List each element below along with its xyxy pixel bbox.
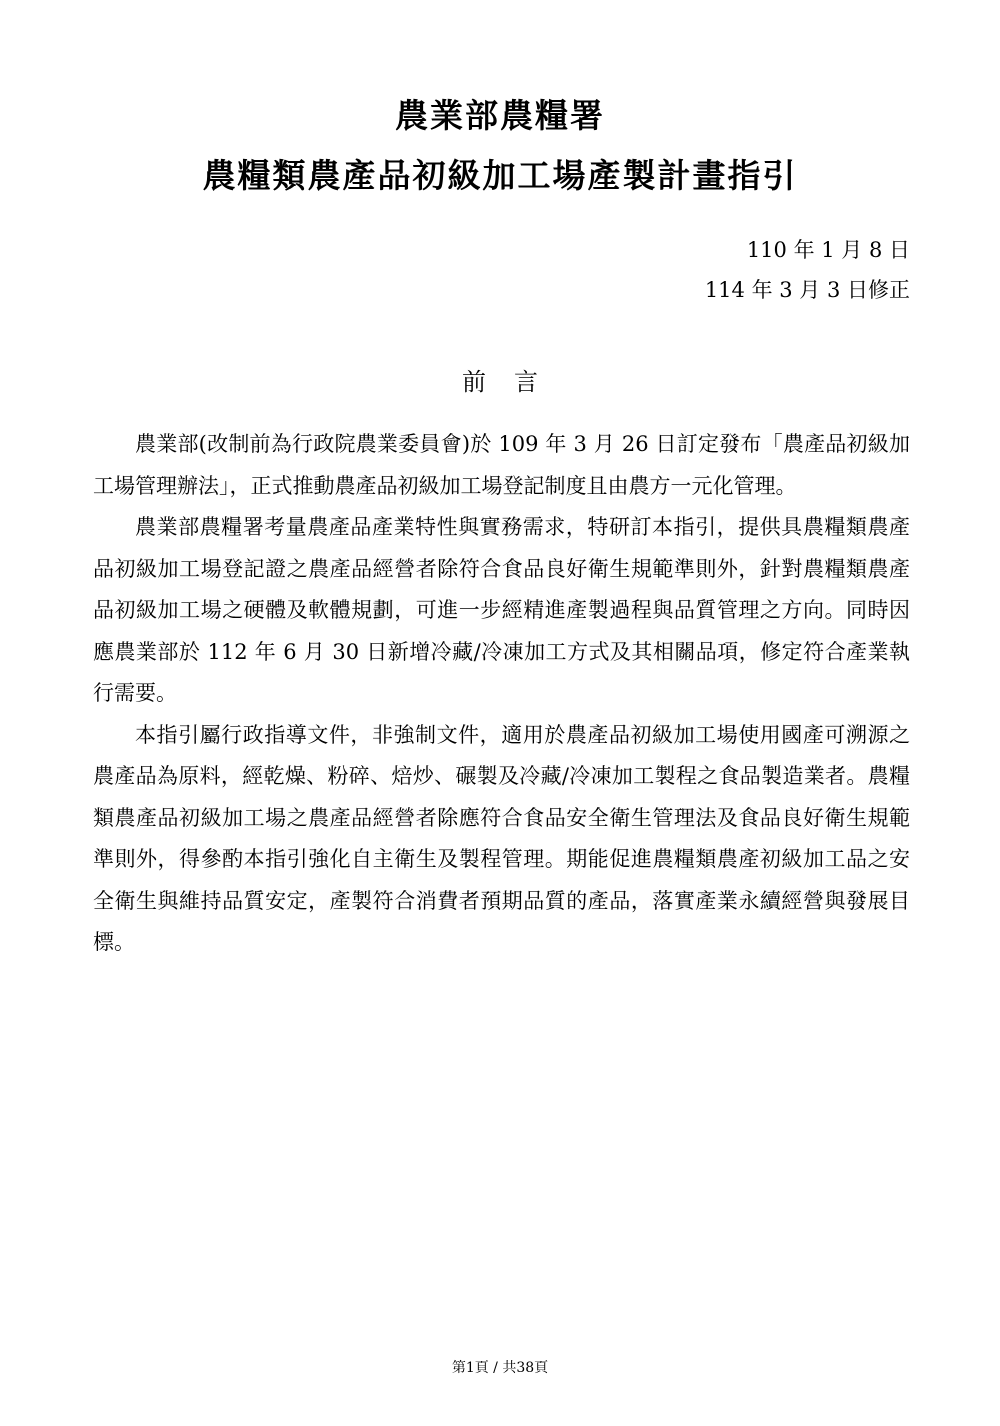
organization-title: 農業部農糧署 [395,96,605,135]
issue-date: 110 年 1 月 8 日 [746,238,910,262]
page-number-footer: 第1頁 / 共38頁 [451,1360,549,1376]
document-title: 農糧類農產品初級加工場產製計畫指引 [202,156,798,195]
paragraph: 本指引屬行政指導文件，非強制文件，適用於農產品初級加工場使用國產可溯源之農產品為原料，經乾燥、粉碎、焙炒、碾製及冷藏/冷凍加工製程之食品製造業者。農糧類農產品初級加工場之農產品經營者除應符合食品安全衛生管理法及食品良好衛生規範準則外，得參酌本指引強化自主衛生及製程管理。期能促進農糧類農產初級加工品之安全衛生與維持品質安定，產製符合消費者預期品質的產品，落實產業永續經營與發展目標。 [93,722,910,954]
revision-date: 114 年 3 月 3 日修正 [704,278,910,302]
paragraph: 農業部(改制前為行政院農業委員會)於 109 年 3 月 26 日訂定發布「農產品初級加工場管理辦法」，正式推動農產品初級加工場登記制度且由農方一元化管理。 [93,432,910,498]
paragraph: 農業部農糧署考量農產品產業特性與實務需求，特研訂本指引，提供具農糧類農產品初級加工場登記證之農產品經營者除符合食品良好衛生規範準則外，針對農糧類農產品初級加工場之硬體及軟體規劃，可進一步經精進產製過程與品質管理之方向。同時因應農業部於 112 年 6 月 30 日新增冷藏/冷凍加工方式及其相關品項，修定符合產業執行需要。 [93,515,910,705]
document-dates [705,230,910,310]
section-heading-preface: 前言 [462,368,566,396]
preface-body [93,424,910,964]
